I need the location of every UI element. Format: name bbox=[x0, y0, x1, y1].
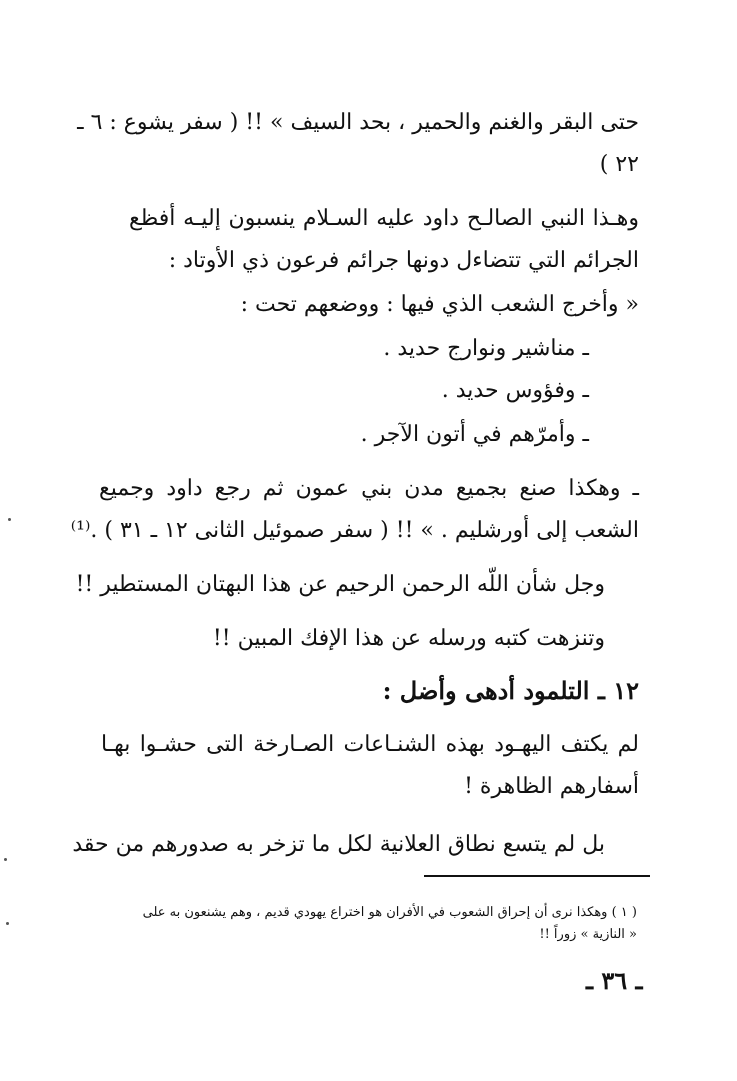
text-line: حتى البقر والغنم والحمير ، بحد السيف » !! ( سفر يشوع : ٦ ـ bbox=[77, 110, 639, 135]
scan-speck bbox=[6, 922, 9, 925]
text-line: الجرائم التي تتضاءل دونها جرائم فرعون ذي الأوتاد : bbox=[168, 248, 639, 273]
text-line: أسفارهم الظاهرة ! bbox=[464, 774, 639, 799]
scan-speck bbox=[4, 858, 7, 861]
scan-speck bbox=[8, 518, 11, 521]
text-line: ـ وأمرّهم في أتون الآجر . bbox=[360, 422, 589, 447]
text-line: وهـذا النبي الصالـح داود عليه السـلام ينسبون إليـه أفظع bbox=[129, 206, 639, 231]
text-line: وتنزهت كتبه ورسله عن هذا الإفك المبين !! bbox=[212, 626, 605, 651]
footnote-line: ( ١ ) وهكذا نرى أن إحراق الشعوب في الأفران هو اختراع يهودي قديم ، وهم يشنعون به على bbox=[142, 905, 637, 920]
text-line: ـ وفؤوس حديد . bbox=[441, 378, 589, 403]
text-line: ـ مناشير ونوارج حديد . bbox=[383, 336, 589, 361]
text-line: بل لم يتسع نطاق العلانية لكل ما تزخر به صدورهم من حقد bbox=[72, 832, 605, 857]
text-line: الشعب إلى أورشليم . » !! ( سفر صموئيل الثانى ١٢ ـ ٣١ ) .⁽¹⁾ bbox=[70, 518, 639, 543]
page-number: ـ ٣٦ ـ bbox=[586, 966, 643, 995]
footnote-divider bbox=[424, 875, 650, 877]
text-line: ٢٢ ) bbox=[599, 152, 639, 177]
section-heading: ١٢ ـ التلمود أدهى وأضل : bbox=[382, 676, 639, 705]
footnote-line: « النازية » زوراً !! bbox=[539, 927, 637, 942]
text-line: ـ وهكذا صنع بجميع مدن بني عمون ثم رجع داود وجميع bbox=[99, 476, 639, 501]
text-line: لم يكتف اليهـود بهذه الشنـاعات الصـارخة التى حشـوا بهـا bbox=[101, 732, 639, 757]
text-line: « وأخرج الشعب الذي فيها : ووضعهم تحت : bbox=[240, 292, 639, 317]
text-line: وجل شأن اللّه الرحمن الرحيم عن هذا البهتان المستطير !! bbox=[75, 572, 605, 597]
